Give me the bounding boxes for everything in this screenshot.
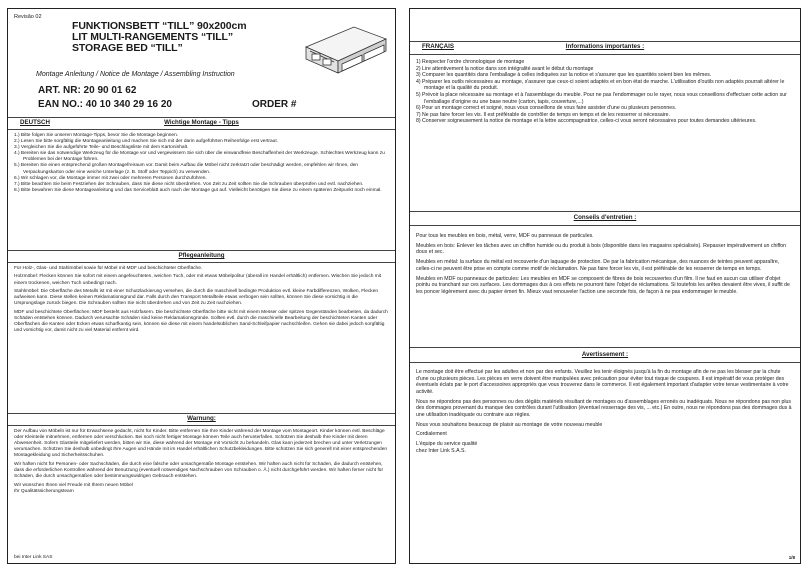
tips-list [14,133,389,194]
divider [410,362,800,363]
ean-number: EAN NO.: 40 10 340 29 16 20 [38,99,172,110]
page-number: 1/8 [788,555,795,560]
list-item: 2.) Lesen Sie bitte sorgfältig die Montageanleitung und machen Sie sich mit der darin aufgeführten Reihenfolge erst vertraut. [14,139,278,145]
order-label: ORDER # [252,99,297,110]
paragraph: Nous ne répondons pas des personnes ou des dégâts matériels résultant de montages ou d'assemblages erronés ou inadéquats. Nous ne répondons pas non plus des dommages provenant du manque des contrôles durant l'utilisation (éventuel resserrage des vis, ... etc.) En outre, nous ne répondons pas des dommages dus à une utilisation inadéquate ou contraire aux règles. [416,398,792,418]
list-item: 3) Comparer les quantités dans l'emballage à celles indiquées sur la notice et s'assurer que les quantités soient bien les mêmes. [416,72,712,79]
paragraph: Für Holz-, Glas- und Stahlmöbel sowie für Möbel mit MDF und beschichteter Oberfläche. [14,266,203,271]
title-line-en: STORAGE BED “TILL” [72,42,183,54]
title-line-de: FUNKTIONSBETT “TILL” 90x200cm [72,20,247,32]
list-item: 8.) Bitte bewahren Sie diese Montageanleitung und das Serviceblatt auch nach der Montage gut auf. Vielleicht benötigen Sie diese zu einem späteren Zeitpunkt noch einmal. [14,187,382,193]
paragraph: Wir wünschen Ihnen viel Freude mit Ihrem neuen Möbel Ihr Qualitätssicherungsteam [14,482,133,494]
warning-text [14,429,389,497]
list-item: 6.) Wir schlagen vor, die Montage immer mit zwei oder mehreren Personen durchzuführen. [14,175,207,181]
paragraph: Meubles en MDF ou panneaux de particules: Les meubles en MDF se composent de fibres de bois recouvertes d'un film. Il ne faut en aucun cas utiliser d'objet pointu ou tranchant sur ces surfaces. Les dommages dus à ces effets ne pourront faire l'objet de réclamations. Si toutefois les arêtes devaient être vives, il suffit de les poncer légèrement avec du papier émeri fin. Mieux vaut renouveler l'action une seconde fois, de façon à ne pas endommager le meuble. [416,275,790,295]
language-label-fr: FRANÇAIS [422,43,454,50]
warning-text-fr [416,369,792,457]
title-line-fr: LIT MULTI-RANGEMENTS “TILL” [72,31,233,43]
assembly-subtitle: Montage Anleitung / Notice de Montage / Assembling Instruction [36,71,235,78]
warning-title: Warnung: [187,415,216,422]
list-item: 4) Préparer les outils nécessaires au montage, s'assurer que ceux-ci soient adaptés et en bon état de marche. L'utilisation d'outils non adaptés pourrait altérer le montage et la qualité du produit. [416,78,785,92]
article-number: ART. NR: 20 90 01 62 [38,85,137,96]
paragraph: Wir haften nicht für Personen- oder Sachschäden, die durch eine falsche oder unsachgemäße Montage entstehen. Wir haften auch nicht für Schäden, die dadurch entstehen, dass die erforderlichen Kontrollen während der Benutzung (eventuell notwendiges Nachschrauben von Schrauben o. Ä.) nicht durchgeführt werden. Wir haften ferner nicht für Schäden, die durch unsachgemäßen oder bestimmungswidrigen Gebrauch entstehen. [14,461,384,480]
care-title-fr: Conseils d'entretien : [573,214,637,221]
paragraph: Der Aufbau von Möbeln ist nur für Erwachsene gedacht, nicht für Kinder. Bitte entfernen Sie Ihre Kinder während der Montage vom Montageort. Kinder können evtl. Beschläge oder Kleinteile mitnehmen, entfernen oder verschlucken. Bei noch nicht fertiger Montage können Teile auch herunterfallen. Schützen Sie deshalb Ihre Kinder mit deren Abwesenheit. Sofern Glasteile mitgeliefert werden, bitten wir Sie, diese während der Montage mit Vorsicht zu behandeln. Glas kann jederzeit brechen und unter Verletzungen verursachen. Schützen Sie deshalb unbedingt Ihre Augen und Hände mit im Handel erhältlichen Schutzbekleidungen. Bitte schützen Sie sich generell mit einer entsprechenden Montagekleidung und Sicherheitsschuhen. [14,429,388,459]
divider [410,211,800,212]
german-page [7,8,396,564]
divider [8,425,395,426]
revision-label: Revisão 02 [14,14,42,20]
divider [8,117,395,118]
divider [8,413,395,414]
paragraph: Meubles en bois: Enlever les tâches avec un chiffon humide ou du produit à bois (disponible dans les magasins spécialisés). Repasser impérativement un chiffon doux et sec. [416,242,787,256]
language-label-de: DEUTSCH [20,119,50,126]
list-item: 5) Prévoir la place nécessaire au montage et à l'assemblage du meuble. Pour ne pas l'endommager ou le rayer, nous vous conseillons d'effectuer cette action sur l'emballage d'origine ou une base neutre (carton, tapis, couverture,...) [416,91,787,105]
product-title [72,21,322,54]
paragraph: Le montage doit être effectué par les adultes et non par des enfants. Veuillez les tenir éloignés jusqu'à la fin du montage afin de ne pas les blesser par la chute d'une ou plusieurs pièces. Les pièces en verre doivent être manipulées avec précaution pour éviter tout risque de coupures. Il est impératif de vous protéger des éventuels éclats par le port d'accessoires appropriés que vous trouverez dans le commerce. Il est également important d'adapter votre tenue vestimentaire à votre activité. [416,369,789,395]
list-item: 7) Ne pas faire forcer les vis. Il est préférable de contrôler de temps en temps et de les resserrer si nécessaire. [416,111,671,118]
care-title: Pflegeanleitung [178,252,225,259]
info-title: Informations importantes : [565,43,645,50]
info-list [416,59,792,125]
list-item: 7.) Bitte beachten Sie beim Festziehen der Schrauben, dass Sie diese nicht überdrehen. Von Zeit zu Zeit sollten Sie die Schrauben überprüfen und evtl. nachziehen. [14,181,364,187]
list-item: 8) Conserver soigneusement la notice de montage et la lettre accompagnatrice, celles-ci vous seront nécessaires pour toutes demandes ultérieures. [416,118,757,125]
french-page [409,8,801,564]
warning-title-fr: Avertissement : [581,351,629,358]
care-text [14,266,389,337]
tips-title: Wichtige Montage - Tipps [164,119,239,126]
divider [8,129,395,130]
list-item: 3.) Vergleichen Sie die aufgeführte Teile- und Beschlagsliste mit dem Kartoninhalt. [14,145,189,151]
list-item: 1.) Bitte folgen Sie unseren Montage-Tipps, bevor Sie die Montage beginnen. [14,133,179,138]
paragraph: Cordialement [416,431,447,438]
paragraph: MDF und beschichtete Oberflächen: MDF besteht aus Holzfasern. Die beschichtete Oberfläche bitte nicht mit einem Messer oder spitzen Gegenständen bearbeiten, da dadurch Schäden entstehen können. Dadurch verursachte Schäden sind keine Reklamationsgründe. Sollten evtl. durch die maschinelle Bearbeitung der beschichteten Kanten oder Oberflächen die Kanten oder Ecken etwas scharfkantig sein, können sie diese mit einem handelsüblichen Sand-Schleifpapier nachschleifen. Gehen sie dabei jedoch sorgfältig und vorsichtig vor, damit nicht zu viel Material entfernt wird. [14,309,388,334]
bed-illustration-icon [298,21,390,77]
divider [410,41,800,42]
list-item: 5.) Bereiten Sie einen entsprechend großen Montagefreiraum vor. Damit beim Aufbau die Möbel nicht zerkratzt oder beschädigt werden, empfehlen wir Ihnen, den Verpackungskarton oder eine weiche Unterlage (z. B. Stoff oder Teppich) zu verwenden. [14,163,358,175]
divider [410,54,800,55]
divider [8,262,395,263]
list-item: 6) Pour un montage correct et soigné, nous vous conseillons de vous faire assister d'une ou plusieurs personnes. [416,105,677,112]
divider [8,250,395,251]
divider [410,225,800,226]
paragraph: Holzmöbel: Flecken können Sie sofort mit einem angefeuchteten, weichen Tuch, oder mit etwas Möbelpolitur (überall im Handel erhältlich) entfernen. Wischen Sie jedoch mit einem trockenen, weichen Tuch unbedingt nach. [14,274,382,286]
care-text-fr [416,233,792,299]
paragraph: Stahlmöbel: Die Oberfläche des Metalls ist mit einer Schutzlackierung versehen, die durch die maschinell bedingte Produktion evtl. kleine Farbdifferenzen, Wolken, Flecken aufweisen kann. Diese stellen keinen Reklamationsgrund dar. Falls durch den Transport Metallteile etwas verbogen sein sollten, können Sie diese vorsichtig in die Ursprungslage zurück biegen. Die Schrauben sollten Sie nicht überdrehen und von Zeit zu Zeit nachziehen. [14,289,379,307]
paragraph: Meubles en métal: la surface du métal est recouverte d'un laquage de protection. De par la fabrication mécanique, des nuances de teintes peuvent apparaître, celles-ci ne peuvent être prise en compte comme motif de réclamation. Ne pas faire forcer les vis, il est préférable de les resserrer de temps en temps. [416,259,780,272]
divider [410,347,800,348]
list-item: 2) Lire attentivement la notice dans son intégralité avant le début du montage [416,65,594,72]
paragraph: L'équipe du service qualité chez Inter Link S.A.S. [416,441,478,454]
paragraph: Nous vous souhaitons beaucoup de plaisir au montage de votre nouveau meuble [416,421,603,428]
footer-company: bei Inter Link SAS [14,555,53,560]
list-item: 1) Respecter l'ordre chronologique de montage [416,59,525,65]
paragraph: Pour tous les meubles en bois, métal, verre, MDF ou panneaux de particules. [416,233,594,239]
list-item: 4.) Bereiten sie das notwendige Werkzeug für die Montage vor und vergewissern Sie sich über die einwandfreie Beschaffenheit der Werkzeuge. Schlechtes Werkzeug kann zu Problemen bei der Montage führen. [14,151,385,163]
